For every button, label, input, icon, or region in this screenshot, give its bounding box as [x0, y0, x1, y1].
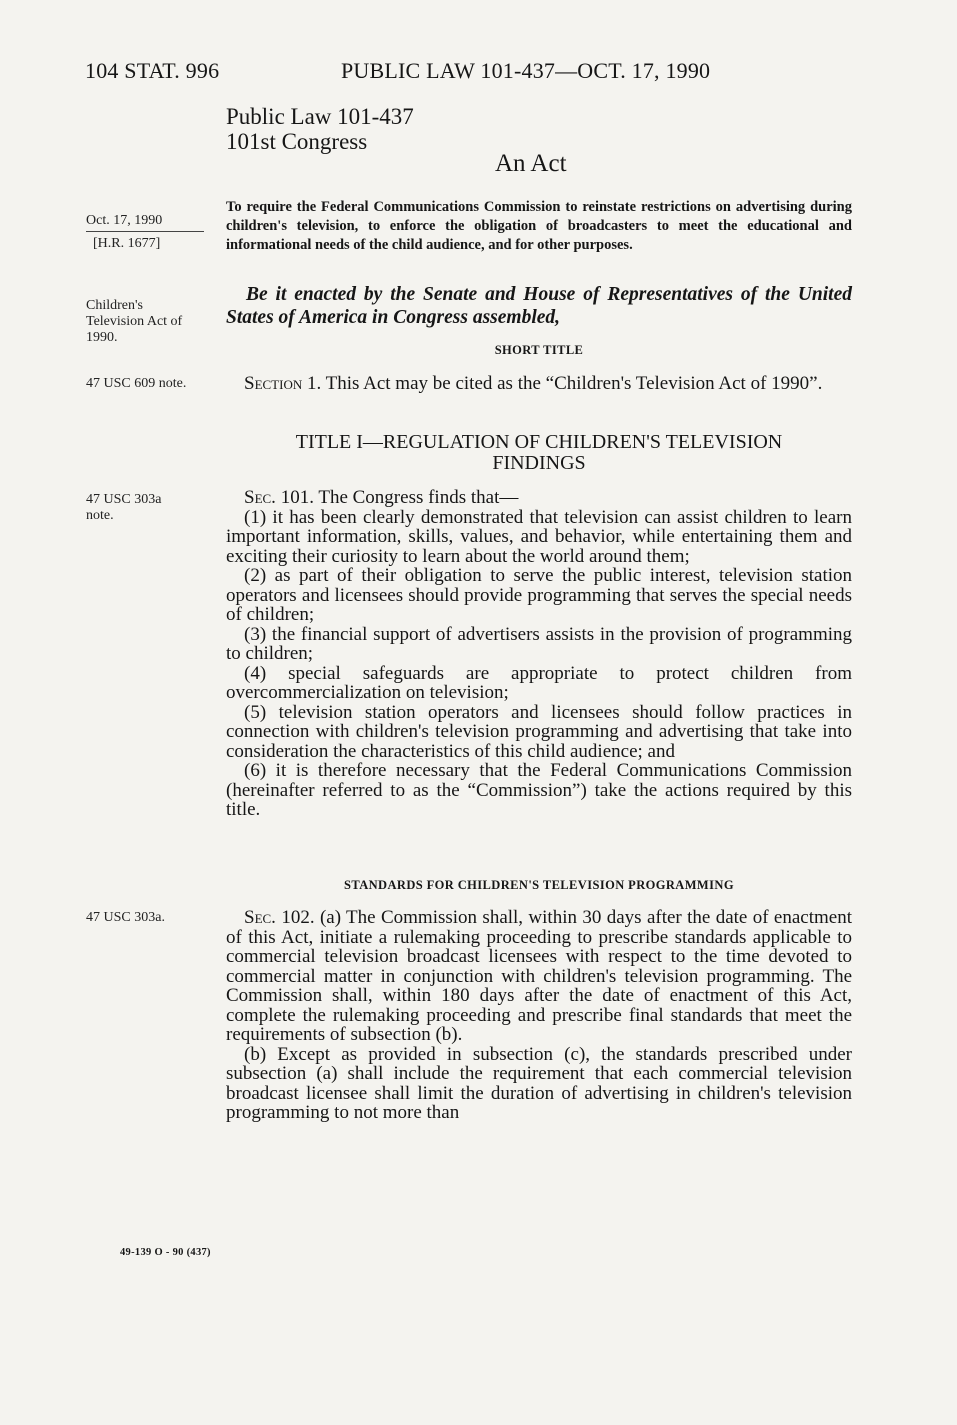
margin-bill-number: [H.R. 1677]	[93, 236, 161, 251]
margin-line: note.	[86, 508, 114, 523]
finding-item: (4) special safeguards are appropriate to protect children from overcommercialization on television;	[226, 662, 852, 703]
section-102-para-a: 102. (a) The Commission shall, within 30 days after the date of enactment of this Act, initiate a rulemaking proceeding to prescribe standards applicable to commercial television broadcast licensees with respect to the time devoted to commercial matter in conjunction with children's television programming. The Commission shall, within 180 days after the date of enactment of this Act, complete the rulemaking proceeding and prescribe final standards that meet the requirements of subsection (b).	[226, 907, 852, 1045]
enacting-text: Be it enacted by the Senate and House of Representatives of the United States of America in Congress assembled,	[226, 284, 852, 328]
margin-line: Children's	[86, 298, 143, 313]
section-1	[226, 374, 852, 394]
enacting-clause	[226, 283, 852, 329]
margin-line: Television Act of	[86, 314, 183, 329]
margin-usc-609: 47 USC 609 note.	[86, 376, 187, 391]
standards-caption: STANDARDS FOR CHILDREN'S TELEVISION PROGRAMMING	[344, 878, 734, 892]
act-label: An Act	[495, 150, 567, 177]
title-i-line: TITLE I—REGULATION OF CHILDREN'S TELEVISION	[295, 431, 783, 453]
title-block	[226, 104, 414, 154]
margin-divider	[86, 231, 204, 232]
section-102-para-b: (b) Except as provided in subsection (c), the standards prescribed under subsection (a) shall include the requirement that each commercial television broadcast licensee shall limit the duration of advertising in children's television programming to not more than	[226, 1043, 852, 1123]
section-1-text: 1. This Act may be cited as the “Children's Television Act of 1990”.	[302, 373, 823, 394]
running-header: PUBLIC LAW 101-437—OCT. 17, 1990	[341, 58, 711, 83]
page-reference: 104 STAT. 996	[85, 58, 220, 83]
section-label: Sec.	[244, 907, 276, 928]
margin-date: Oct. 17, 1990	[86, 213, 163, 228]
finding-item: (5) television station operators and licensees should follow practices in connection with children's television programming and advertising that take into consideration the characteristics of this child audience; and	[226, 701, 852, 762]
short-title-caption: SHORT TITLE	[494, 343, 584, 357]
finding-item: (2) as part of their obligation to serve the public interest, television station operators and licensees should provide programming that serves the special needs of children;	[226, 565, 852, 625]
margin-short-title-note	[86, 298, 182, 346]
section-label: Section	[244, 373, 303, 394]
section-label: Sec.	[244, 487, 276, 508]
margin-line: 1990.	[86, 330, 118, 345]
section-101	[226, 488, 852, 820]
section-101-intro: 101. The Congress finds that—	[275, 487, 519, 508]
finding-item: (3) the financial support of advertisers assists in the provision of programming to children;	[226, 623, 852, 664]
congress-number: 101st Congress	[226, 129, 368, 154]
title-i-heading	[226, 432, 852, 474]
findings-heading: FINDINGS	[492, 452, 586, 474]
finding-item: (1) it has been clearly demonstrated that television can assist children to learn important information, skills, values, and behavior, while entertaining them and exciting their curiosity to learn about the world around them;	[226, 506, 852, 567]
margin-line: 47 USC 303a	[86, 492, 162, 507]
section-102	[226, 908, 852, 1123]
margin-usc-303a-note	[86, 492, 161, 524]
margin-usc-303a: 47 USC 303a.	[86, 910, 165, 925]
law-number: Public Law 101-437	[226, 104, 414, 129]
printing-code: 49-139 O - 90 (437)	[120, 1247, 211, 1258]
act-purpose: To require the Federal Communications Commission to reinstate restrictions on advertising during children's television, to enforce the obligation of broadcasters to meet the educational and informational needs of the child audience, and for other purposes.	[226, 199, 852, 253]
finding-item: (6) it is therefore necessary that the Federal Communications Commission (hereinafter referred to as the “Commission”) take the actions required by this title.	[226, 760, 852, 820]
